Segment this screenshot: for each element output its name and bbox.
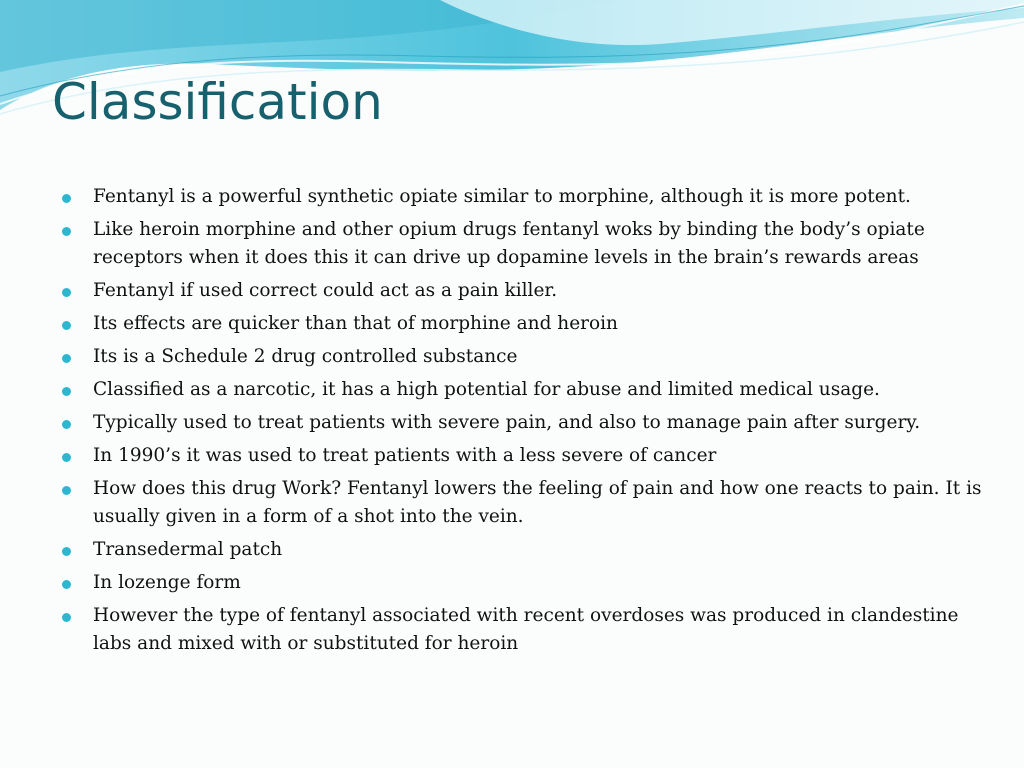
bullet-text: In lozenge form — [93, 572, 241, 593]
bullet-dot-icon — [62, 227, 71, 236]
bullet-dot-icon — [62, 288, 71, 297]
bullet-text: Its effects are quicker than that of morphine and heroin — [93, 313, 618, 334]
bullet-dot-icon — [62, 321, 71, 330]
bullet-dot-icon — [62, 194, 71, 203]
bullet-text: However the type of fentanyl associated with recent overdoses was produced in clandestine labs and mixed with or substituted for heroin — [93, 605, 959, 654]
bullet-item — [62, 475, 982, 531]
bullet-dot-icon — [62, 387, 71, 396]
bullet-text: Fentanyl is a powerful synthetic opiate similar to morphine, although it is more potent. — [93, 186, 911, 207]
bullet-text: Its is a Schedule 2 drug controlled substance — [93, 346, 518, 367]
bullet-text: Transedermal patch — [93, 539, 283, 560]
bullet-text: In 1990’s it was used to treat patients with a less severe of cancer — [93, 445, 717, 466]
bullet-item — [62, 310, 982, 338]
bullet-item — [62, 277, 982, 305]
bullet-text: Fentanyl if used correct could act as a pain killer. — [93, 280, 558, 301]
bullet-item — [62, 216, 982, 272]
bullet-dot-icon — [62, 613, 71, 622]
bullet-list — [62, 183, 982, 663]
bullet-item — [62, 569, 982, 597]
bullet-dot-icon — [62, 354, 71, 363]
bullet-item — [62, 183, 982, 211]
bullet-dot-icon — [62, 420, 71, 429]
bullet-item — [62, 376, 982, 404]
bullet-item — [62, 442, 982, 470]
bullet-item — [62, 343, 982, 371]
bullet-text: Like heroin morphine and other opium drugs fentanyl woks by binding the body’s opiate receptors when it does this it can drive up dopamine levels in the brain’s rewards areas — [93, 219, 925, 268]
bullet-dot-icon — [62, 580, 71, 589]
slide-title: Classification — [52, 73, 383, 131]
bullet-item — [62, 602, 982, 658]
bullet-dot-icon — [62, 547, 71, 556]
bullet-dot-icon — [62, 486, 71, 495]
bullet-text: How does this drug Work? Fentanyl lowers the feeling of pain and how one reacts to pain. It is usually given in a form of a shot into the vein. — [93, 478, 982, 527]
bullet-text: Typically used to treat patients with severe pain, and also to manage pain after surgery. — [93, 412, 921, 433]
bullet-item — [62, 409, 982, 437]
bullet-dot-icon — [62, 453, 71, 462]
bullet-item — [62, 536, 982, 564]
bullet-text: Classified as a narcotic, it has a high potential for abuse and limited medical usage. — [93, 379, 880, 400]
